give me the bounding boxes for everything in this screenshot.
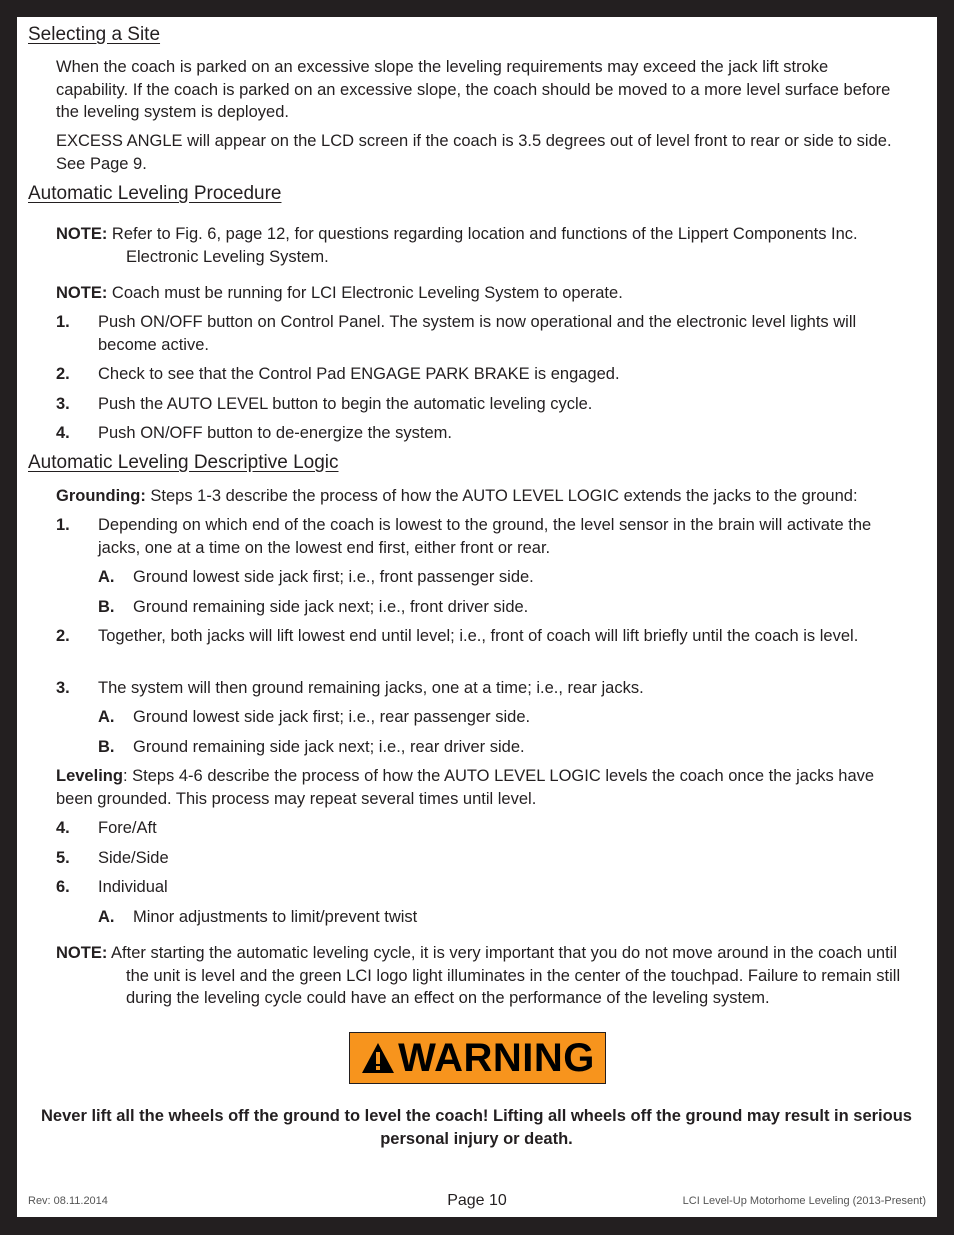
logic-step-3b: [98, 736, 888, 759]
step-text: Check to see that the Control Pad ENGAGE PARK BRAKE is engaged.: [98, 365, 620, 383]
leveling-label: Leveling: [56, 767, 123, 785]
substep-text: Ground lowest side jack first; i.e., rear passenger side.: [133, 708, 531, 726]
step-number: 4.: [56, 819, 70, 837]
substep-text: Ground lowest side jack first; i.e., front passenger side.: [133, 568, 534, 586]
step-number: 1.: [56, 313, 70, 331]
procedure-step-4: [56, 422, 901, 445]
heading-descriptive-logic: Automatic Leveling Descriptive Logic: [28, 452, 339, 473]
warning-triangle-icon: [360, 1041, 396, 1075]
note-text: After starting the automatic leveling cycle, it is very important that you do not move around in the coach until the unit is level and the green LCI logo light illuminates in the center of the touchpad. Failure to remain still during the leveling cycle could have an effect on the performance of the leveling system.: [107, 944, 901, 1007]
step-number: 2.: [56, 627, 70, 645]
footer-revision: Rev: 08.11.2014: [28, 1195, 108, 1207]
logic-step-6a: [98, 906, 888, 929]
substep-text: Ground remaining side jack next; i.e., front driver side.: [133, 598, 529, 616]
note-label: NOTE:: [56, 225, 108, 243]
step-text: Together, both jacks will lift lowest end until level; i.e., front of coach will lift briefly until the coach is level.: [98, 627, 859, 645]
substep-letter: A.: [98, 908, 115, 926]
note-do-not-move: [56, 942, 901, 1010]
warning-text: Never lift all the wheels off the ground to level the coach! Lifting all wheels off the ground may result in serious personal injury or death.: [41, 1107, 912, 1148]
heading-automatic-leveling-procedure: Automatic Leveling Procedure: [28, 183, 282, 204]
logic-step-2: [56, 625, 901, 648]
step-text: Push ON/OFF button on Control Panel. The system is now operational and the electronic level lights will become active.: [98, 313, 857, 354]
note-label: NOTE:: [56, 284, 108, 302]
document-page: [17, 17, 937, 1217]
substep-letter: A.: [98, 568, 115, 586]
step-text: Push ON/OFF button to de-energize the system.: [98, 424, 452, 442]
note-text: Coach must be running for LCI Electronic Leveling System to operate.: [107, 284, 623, 302]
logic-step-4: [56, 817, 901, 840]
step-number: 5.: [56, 849, 70, 867]
substep-letter: B.: [98, 598, 115, 616]
step-number: 6.: [56, 878, 70, 896]
logic-step-5: [56, 847, 901, 870]
note-label: NOTE:: [56, 944, 108, 962]
paragraph-leveling: [56, 765, 901, 810]
logic-step-1a: [98, 566, 888, 589]
step-text: The system will then ground remaining jacks, one at a time; i.e., rear jacks.: [98, 679, 644, 697]
step-number: 1.: [56, 516, 70, 534]
procedure-step-3: [56, 393, 901, 416]
substep-text: Ground remaining side jack next; i.e., rear driver side.: [133, 738, 525, 756]
substep-letter: A.: [98, 708, 115, 726]
step-number: 2.: [56, 365, 70, 383]
step-text: Depending on which end of the coach is lowest to the ground, the level sensor in the brain will activate the jacks, one at a time on the lowest end first, either front or rear.: [98, 516, 872, 557]
note-text: Refer to Fig. 6, page 12, for questions regarding location and functions of the Lippert Components Inc. Electronic Leveling System.: [107, 225, 858, 266]
step-text: Fore/Aft: [98, 819, 157, 837]
grounding-label: Grounding:: [56, 487, 146, 505]
logic-step-6: [56, 876, 901, 899]
note-coach-running: [56, 282, 901, 305]
step-text: Push the AUTO LEVEL button to begin the automatic leveling cycle.: [98, 395, 593, 413]
warning-word: WARNING: [398, 1036, 595, 1080]
procedure-step-2: [56, 363, 901, 386]
substep-text: Minor adjustments to limit/prevent twist: [133, 908, 418, 926]
procedure-step-1: [56, 311, 901, 356]
step-number: 3.: [56, 395, 70, 413]
heading-selecting-a-site: Selecting a Site: [28, 24, 161, 45]
warning-banner: [349, 1032, 606, 1084]
footer-document-title: LCI Level-Up Motorhome Leveling (2013-Present): [682, 1195, 926, 1207]
logic-step-3a: [98, 706, 888, 729]
leveling-text: : Steps 4-6 describe the process of how the AUTO LEVEL LOGIC levels the coach once the jacks have been grounded. This process may repeat several times until level.: [56, 767, 875, 808]
logic-step-1b: [98, 596, 888, 619]
note-fig6: [56, 223, 901, 268]
step-number: 3.: [56, 679, 70, 697]
step-text: Individual: [98, 878, 168, 896]
paragraph-grounding: [56, 485, 916, 508]
grounding-text: Steps 1-3 describe the process of how the AUTO LEVEL LOGIC extends the jacks to the ground:: [145, 487, 858, 505]
step-number: 4.: [56, 424, 70, 442]
paragraph-slope: When the coach is parked on an excessive slope the leveling requirements may exceed the jack lift stroke capability. If the coach is parked on an excessive slope, the coach should be moved to a more level surface before the leveling system is deployed.: [56, 58, 891, 121]
footer-page-number: Page 10: [447, 1192, 507, 1209]
logic-step-1: [56, 514, 901, 559]
logic-step-3: [56, 677, 901, 700]
paragraph-excess-angle: EXCESS ANGLE will appear on the LCD screen if the coach is 3.5 degrees out of level front to rear or side to side. See Page 9.: [56, 132, 892, 173]
substep-letter: B.: [98, 738, 115, 756]
step-text: Side/Side: [98, 849, 169, 867]
